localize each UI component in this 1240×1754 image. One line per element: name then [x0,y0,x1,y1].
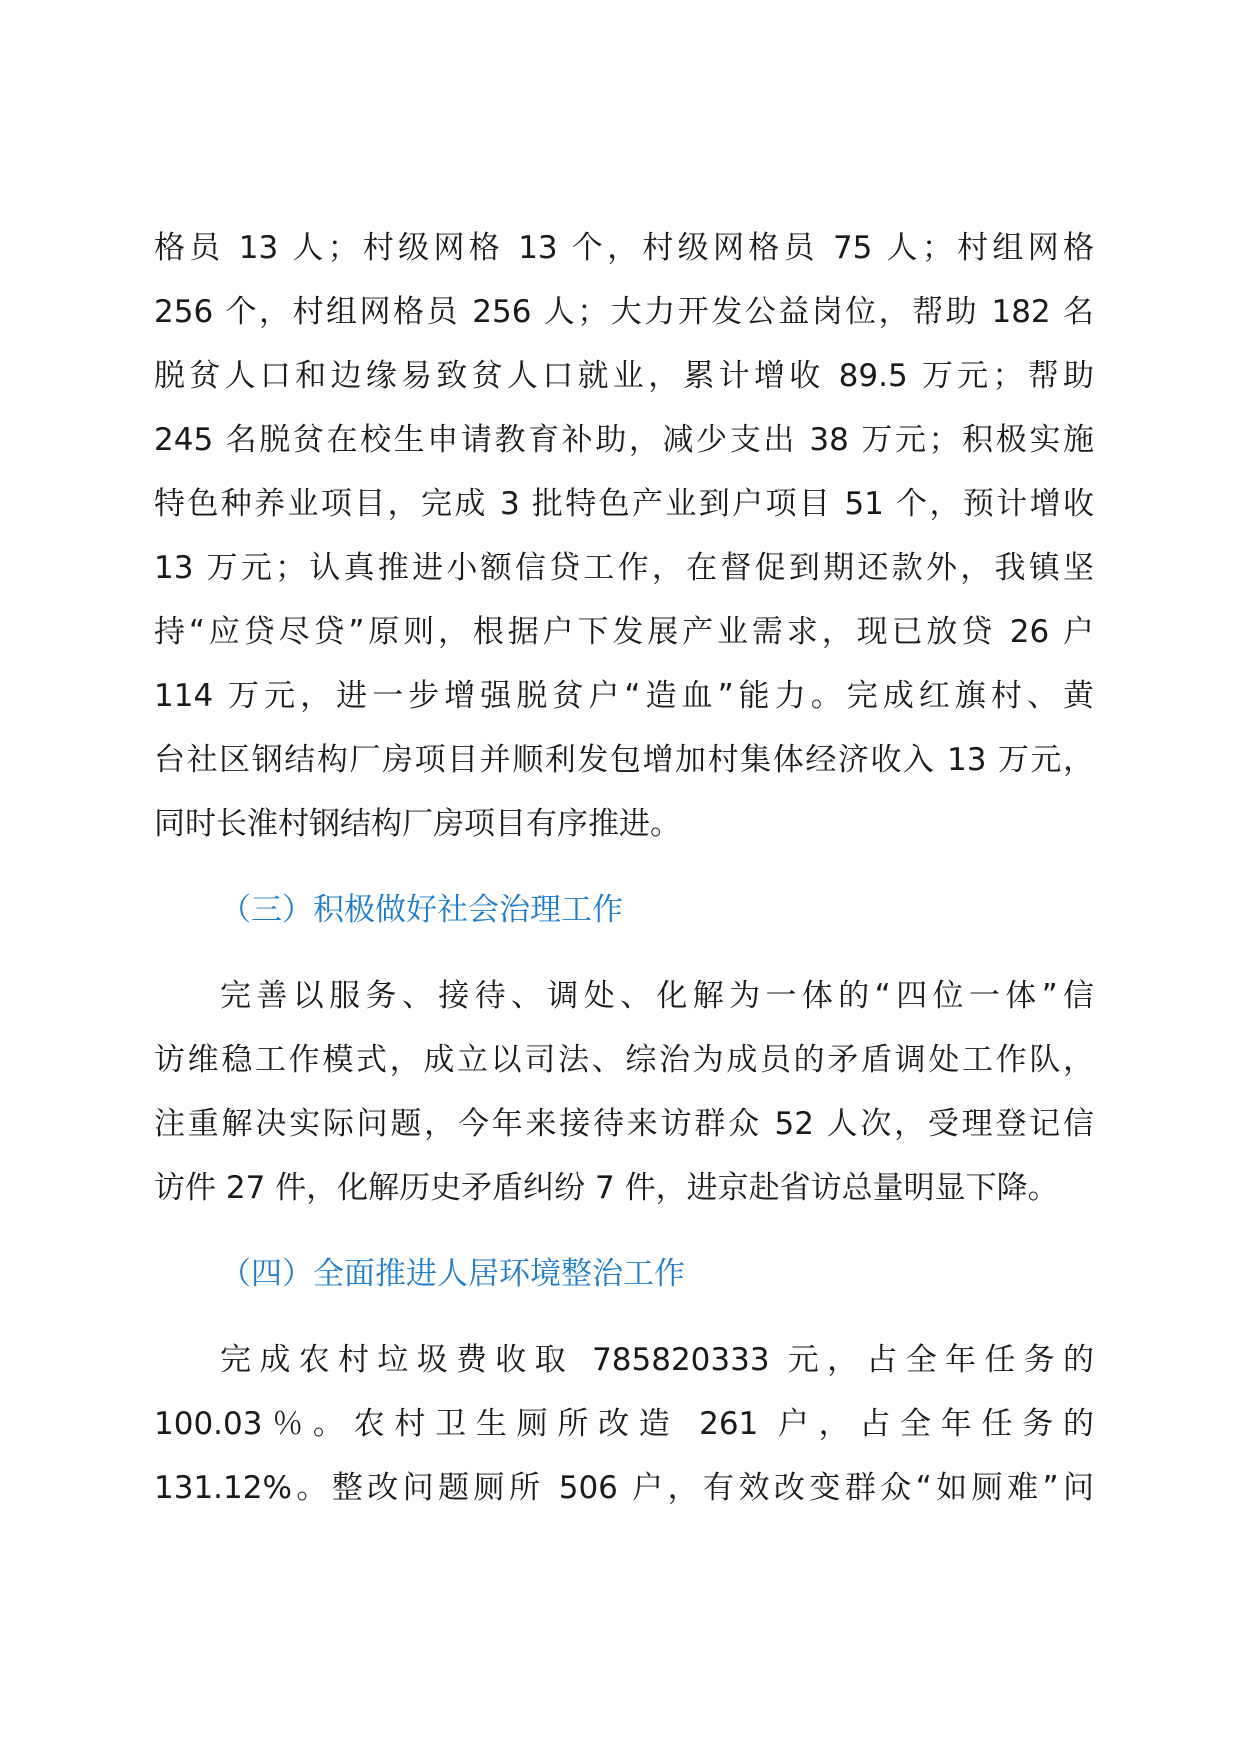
paragraph-line-last: 访件 27 件，化解历史矛盾纠纷 7 件，进京赴省访总量明显下降。 [154,1170,1059,1206]
section-heading-living-environment: （四）全面推进人居环境整治工作 [220,1256,685,1292]
paragraph-line: 访维稳工作模式，成立以司法、综治为成员的矛盾调处工作队， [154,1042,1094,1078]
paragraph-line: 完成农村垃圾费收取 785820333 元，占全年任务的 [220,1342,1094,1378]
section-heading-social-governance: （三）积极做好社会治理工作 [220,892,623,928]
paragraph-line: 114 万元，进一步增强脱贫户“造血”能力。完成红旗村、黄 [154,678,1094,714]
paragraph-line: 完善以服务、接待、调处、化解为一体的“四位一体”信 [220,978,1094,1014]
paragraph-line: 格员 13 人；村级网格 13 个，村级网格员 75 人；村组网格 [154,230,1094,266]
paragraph-line: 13 万元；认真推进小额信贷工作，在督促到期还款外，我镇坚 [154,550,1094,586]
paragraph-line: 特色种养业项目，完成 3 批特色产业到户项目 51 个，预计增收 [154,486,1094,522]
paragraph-line: 100.03％。农村卫生厕所改造 261 户，占全年任务的 [154,1406,1094,1442]
paragraph-living-environment [154,1328,1094,1520]
paragraph-line: 台社区钢结构厂房项目并顺利发包增加村集体经济收入 13 万元， [154,742,1094,778]
paragraph-line: 131.12%。整改问题厕所 506 户，有效改变群众“如厕难”问 [154,1470,1094,1506]
paragraph-line: 256 个，村组网格员 256 人；大力开发公益岗位，帮助 182 名 [154,294,1094,330]
paragraph-line: 脱贫人口和边缘易致贫人口就业，累计增收 89.5 万元；帮助 [154,358,1094,394]
paragraph-line: 持“应贷尽贷”原则，根据户下发展产业需求，现已放贷 26 户 [154,614,1094,650]
paragraph-social-governance [154,964,1094,1220]
paragraph-line: 注重解决实际问题，今年来接待来访群众 52 人次，受理登记信 [154,1106,1094,1142]
paragraph-poverty-alleviation [154,216,1094,856]
paragraph-line: 245 名脱贫在校生申请教育补助，减少支出 38 万元；积极实施 [154,422,1094,458]
document-page [154,216,1094,1520]
paragraph-line-last: 同时长淮村钢结构厂房项目有序推进。 [154,806,681,842]
